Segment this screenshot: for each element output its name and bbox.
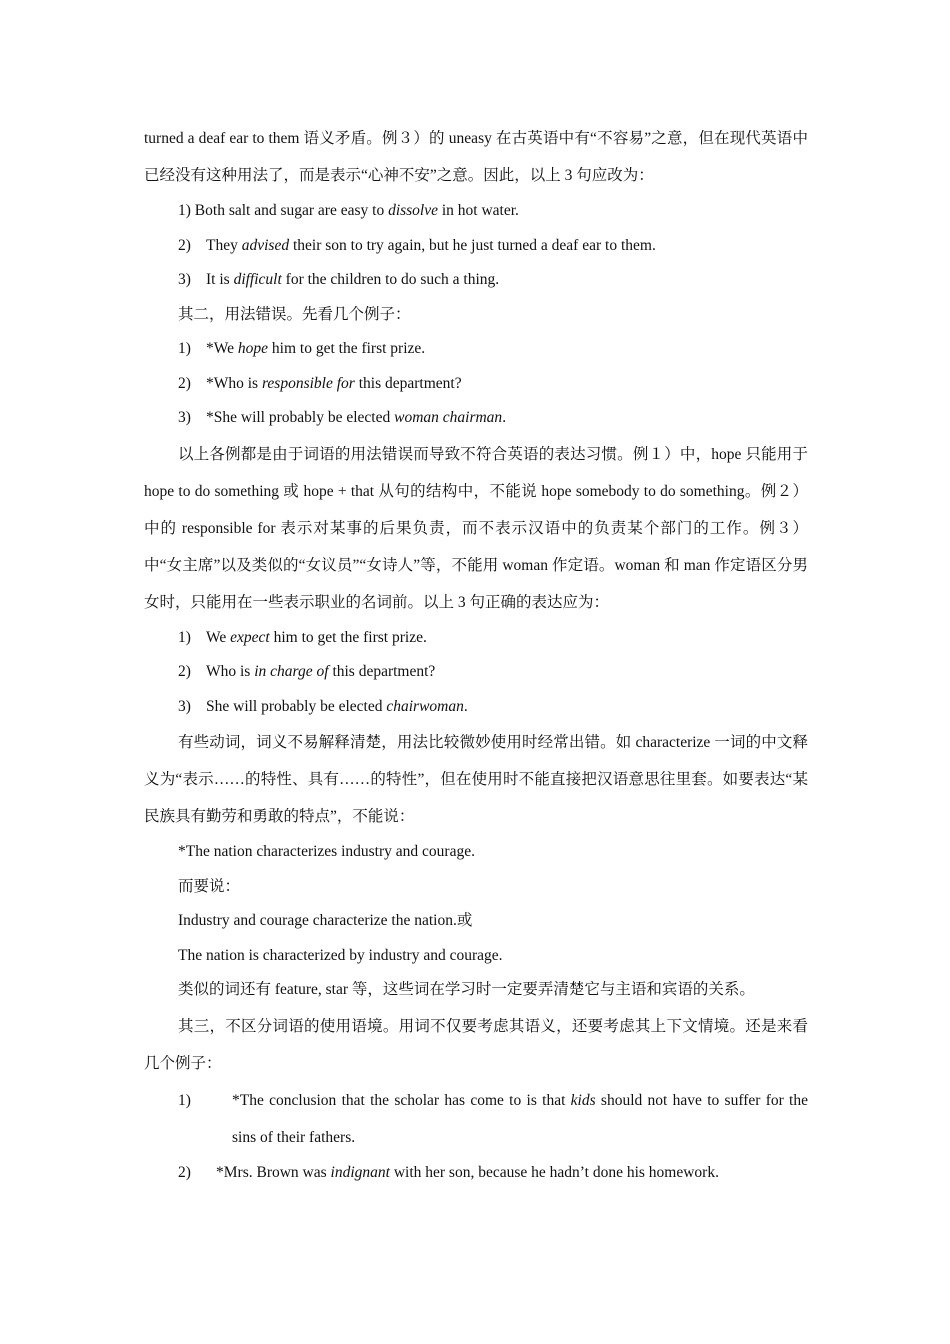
list-number: 2)	[178, 1163, 191, 1181]
corrected-sentence-3	[178, 263, 808, 298]
emphasized-word: hope	[237, 340, 269, 357]
section-heading-context: 其三，不区分词语的使用语境。用词不仅要考虑其语义，还要考虑其上下文情境。还是来看几个例子：	[144, 1017, 808, 1072]
emphasized-word: difficult	[233, 271, 282, 288]
wrong-usage-sentence-2	[178, 367, 808, 402]
sentence-text: Who is	[206, 663, 255, 680]
sentence-text: this department?	[354, 374, 462, 392]
list-number: 2)	[178, 663, 191, 680]
paragraph-continued: turned a deaf ear to them 语义矛盾。例３）的 uneasy 在古英语中有“不容易”之意，但在现代英语中已经没有这种用法了，而是表示“心神不安”之意。因此，以上 3 句应改为：	[144, 130, 808, 184]
corrected-sentence-1	[178, 194, 808, 229]
sentence-text: for the children to do such a thing.	[281, 271, 500, 288]
sentence-text: Both salt and sugar are easy to	[194, 202, 389, 219]
emphasized-word: indignant	[330, 1163, 390, 1181]
wrong-characterize-example: *The nation characterizes industry and courage.	[178, 843, 475, 860]
emphasized-word: kids	[570, 1091, 596, 1109]
sentence-text: this department?	[328, 663, 436, 680]
sentence-text: him to get the first prize.	[268, 340, 426, 357]
sentence-text: *Mrs. Brown was	[216, 1163, 331, 1181]
corrected-sentence-2	[178, 229, 808, 264]
emphasized-word: responsible for	[261, 374, 355, 392]
sentence-text: They	[206, 236, 242, 254]
right-characterize-example-1: Industry and courage characterize the nation.或	[178, 912, 473, 929]
list-number: 1)	[178, 1091, 191, 1109]
right-usage-sentence-1	[178, 621, 808, 656]
right-usage-sentence-3	[178, 690, 808, 725]
emphasized-word: advised	[241, 236, 290, 254]
emphasized-word: in charge of	[254, 663, 329, 680]
right-usage-sentence-2	[178, 655, 808, 690]
sentence-text: .	[463, 697, 468, 715]
sentence-text: in hot water.	[438, 202, 519, 219]
list-number: 2)	[178, 374, 191, 392]
right-characterize-example-2: The nation is characterized by industry and courage.	[178, 946, 503, 964]
sentence-text: their son to try again, but he just turned a deaf ear to them.	[289, 236, 656, 254]
instead-say-label: 而要说：	[178, 877, 241, 895]
paragraph-usage-explanation: 以上各例都是由于词语的用法错误而导致不符合英语的表达习惯。例１）中，hope 只能用于 hope to do something 或 hope + that 从句的结构中，不能说 hope somebody to do something。例２）中的 responsible for 表示对某事的后果负责，而不表示汉语中的负责某个部门的工作。例３）中“女主席”以及类似的“女议员”“女诗人”等，不能用 woman 作定语。woman 和 man 作定语区分男女时，只能用在一些表示职业的名词前。以上 3 句正确的表达应为：	[144, 445, 808, 611]
wrong-usage-sentence-1	[178, 332, 808, 367]
sentence-text-part: *The conclusion that the scholar has come to is that	[232, 1091, 571, 1109]
sentence-text	[232, 1082, 808, 1156]
list-number: 1)	[178, 340, 191, 357]
sentence-text: with her son, because he hadn’t done his homework.	[389, 1163, 719, 1181]
section-heading-usage: 其二，用法错误。先看几个例子：	[178, 305, 411, 323]
sentence-text: It is	[206, 271, 234, 288]
emphasized-word: woman chairman	[394, 409, 503, 426]
list-number: 1)	[178, 202, 191, 219]
wrong-usage-sentence-3	[178, 401, 808, 436]
emphasized-word: expect	[230, 628, 270, 646]
sentence-text: We	[206, 628, 231, 646]
context-sentence-1	[178, 1082, 808, 1156]
list-number: 3)	[178, 271, 191, 288]
emphasized-word: chairwoman	[386, 697, 464, 715]
sentence-text: *We	[206, 340, 238, 357]
list-number: 2)	[178, 236, 191, 254]
emphasized-word: dissolve	[388, 202, 438, 219]
list-number: 1)	[178, 628, 191, 646]
context-sentence-2	[178, 1156, 808, 1191]
sentence-text: .	[502, 409, 507, 426]
list-number: 3)	[178, 409, 191, 426]
list-number: 3)	[178, 697, 191, 715]
similar-words-note: 类似的词还有 feature, star 等，这些词在学习时一定要弄清楚它与主语和宾语的关系。	[178, 981, 755, 998]
sentence-text: *Who is	[206, 374, 262, 392]
sentence-text: She will probably be elected	[206, 697, 387, 715]
sentence-text: *She will probably be elected	[206, 409, 395, 426]
sentence-text: him to get the first prize.	[269, 628, 427, 646]
page-body	[144, 120, 808, 1190]
sentence-text-part: should not have to suffer for the sins of their fathers.	[232, 1091, 808, 1146]
paragraph-characterize: 有些动词，词义不易解释清楚，用法比较微妙使用时经常出错。如 characterize 一词的中文释义为“表示……的特性、具有……的特性”，但在使用时不能直接把汉语意思往里套。如要表达“某民族具有勤劳和勇敢的特点”，不能说：	[144, 734, 808, 825]
